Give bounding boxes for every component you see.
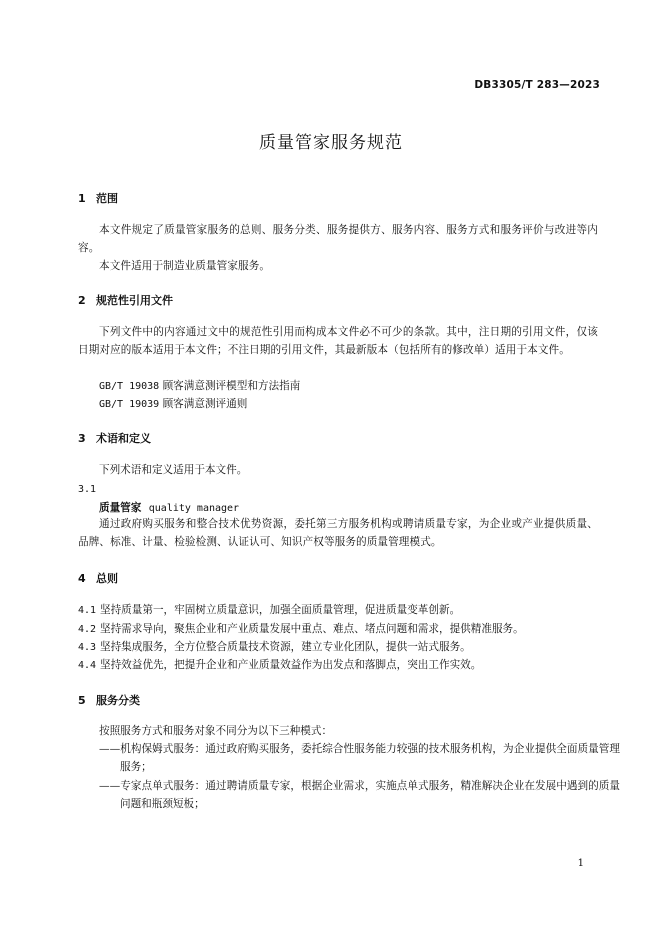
item-number: 4.3 — [78, 642, 97, 653]
section-heading-general-principles — [78, 570, 118, 586]
term-english: quality manager — [148, 503, 240, 514]
item-text: 坚持效益优先，把提升企业和产业质量效益作为出发点和落脚点，突出工作实效。 — [100, 659, 482, 671]
section-title: 服务分类 — [96, 694, 140, 707]
section-heading-normative-references — [78, 292, 173, 308]
section-title: 规范性引用文件 — [96, 294, 173, 307]
section-number: 1 — [78, 192, 86, 205]
reference-name: 顾客满意测评模型和方法指南 — [162, 380, 301, 392]
section-number: 3 — [78, 432, 86, 445]
terms-intro: 下列术语和定义适用于本文件。 — [99, 464, 248, 476]
reference-item — [99, 377, 300, 396]
principle-item — [78, 601, 598, 620]
item-text: 坚持质量第一，牢固树立质量意识，加强全面质量管理，促进质量变革创新。 — [100, 604, 461, 616]
section-number: 4 — [78, 572, 86, 585]
section-heading-terms — [78, 430, 151, 446]
section-number: 2 — [78, 294, 86, 307]
paragraph-scope-1: 本文件规定了质量管家服务的总则、服务分类、服务提供方、服务内容、服务方式和服务评价与改进等内容。 — [78, 224, 598, 254]
section-heading-scope — [78, 190, 118, 206]
principle-item — [78, 638, 598, 657]
term-definition: 通过政府购买服务和整合技术优势资源，委托第三方服务机构或聘请质量专家，为企业或产业提供质量、品牌、标准、计量、检验检测、认证认可、知识产权等服务的质量管理模式。 — [78, 518, 598, 548]
section-heading-service-classification — [78, 692, 140, 708]
section-title: 总则 — [96, 572, 118, 585]
term-chinese: 质量管家 — [99, 502, 142, 514]
reference-item — [99, 395, 247, 414]
term-number: 3.1 — [78, 484, 97, 495]
page-number: 1 — [577, 858, 584, 869]
term-entry — [99, 500, 239, 515]
item-number: 4.2 — [78, 624, 97, 635]
item-text: 坚持集成服务，全方位整合质量技术资源，建立专业化团队，提供一站式服务。 — [100, 641, 471, 653]
paragraph-scope-2: 本文件适用于制造业质量管家服务。 — [99, 260, 271, 272]
reference-code: GB/T 19039 — [99, 399, 160, 410]
classification-list-item: ——专家点单式服务：通过聘请质量专家，根据企业需求，实施点单式服务，精准解决企业在发展中遇到的质量问题和瓶颈短板； — [99, 780, 620, 810]
classification-list-item: ——机构保姆式服务：通过政府购买服务，委托综合性服务能力较强的技术服务机构，为企业提供全面质量管理服务； — [99, 743, 620, 773]
item-number: 4.1 — [78, 605, 97, 616]
classification-intro: 按照服务方式和服务对象不同分为以下三种模式： — [99, 725, 333, 737]
item-number: 4.4 — [78, 660, 97, 671]
reference-name: 顾客满意测评通则 — [162, 398, 248, 410]
section-title: 范围 — [96, 192, 118, 205]
paragraph-references: 下列文件中的内容通过文中的规范性引用而构成本文件必不可少的条款。其中，注日期的引用文件，仅该日期对应的版本适用于本文件；不注日期的引用文件，其最新版本（包括所有的修改单）适用于本文件。 — [78, 326, 598, 356]
document-title: 质量管家服务规范 — [259, 133, 403, 153]
item-text: 坚持需求导向，聚焦企业和产业质量发展中重点、难点、堵点问题和需求，提供精准服务。 — [100, 623, 524, 635]
section-title: 术语和定义 — [96, 432, 151, 445]
principle-item — [78, 656, 598, 675]
reference-code: GB/T 19038 — [99, 381, 160, 392]
principle-item — [78, 620, 598, 639]
section-number: 5 — [78, 694, 86, 707]
document-code: DB3305/T 283—2023 — [474, 79, 600, 91]
